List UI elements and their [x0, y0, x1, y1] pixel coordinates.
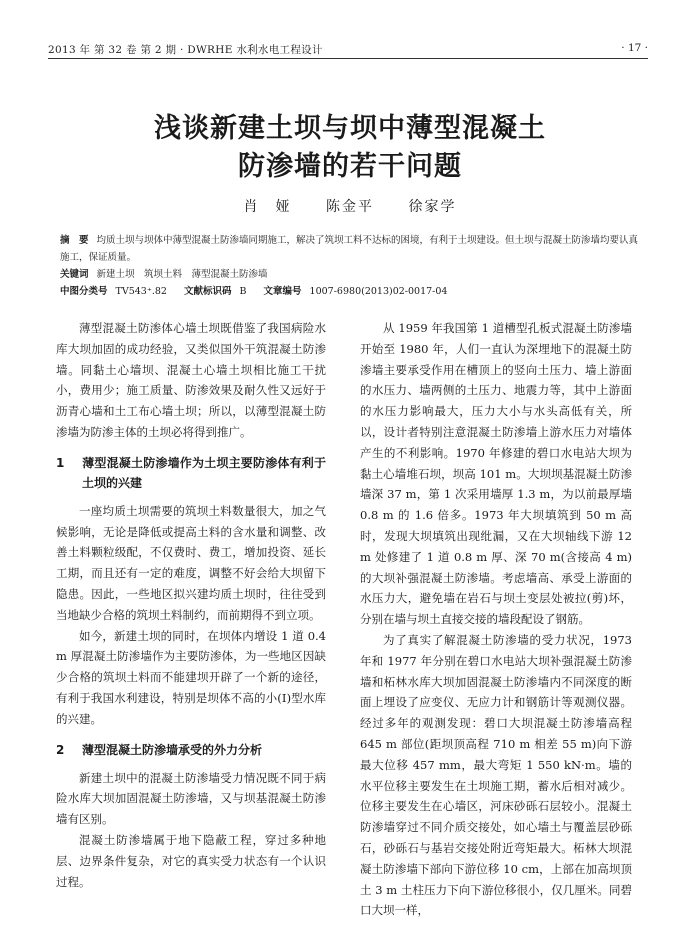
keywords-text: 新建土坝 筑坝土料 薄型混凝土防渗墙 — [96, 269, 268, 280]
title-line-2: 防渗墙的若干问题 — [238, 151, 462, 182]
paragraph: 混凝土防渗墙属于地下隐蔽工程，穿过多种地层、边界条件复杂，对它的真实受力状态有一个认识过程。 — [56, 832, 326, 889]
paragraph: 如今，新建土坝的同时，在坝体内增设 1 道 0.4 m 厚混凝土防渗墙作为主要防渗体，为一些地区因缺少合格的筑坝土料而不能建坝开辟了一个新的途径，有利于我国水利建设，特别是坝体不高的小(Ⅰ)型水库的兴建。 — [56, 628, 326, 726]
abstract — [60, 232, 640, 266]
article-number-value: 1007-6980(2013)02-0017-04 — [309, 286, 448, 297]
doc-code-label: 文献标识码 — [184, 286, 232, 297]
section-1-heading — [56, 453, 326, 493]
left-column — [56, 318, 326, 892]
paragraph: 新建土坝中的混凝土防渗墙受力情况既不同于病险水库大坝加固混凝土防渗墙，又与坝基混凝土防渗墙有区别。 — [56, 770, 326, 827]
article-number-label: 文章编号 — [263, 286, 302, 297]
section-title: 薄型混凝土防渗墙承受的外力分析 — [82, 742, 263, 757]
author: 徐家学 — [408, 199, 457, 215]
section-number: 2 — [56, 742, 65, 757]
section-number: 1 — [56, 455, 65, 470]
clc-label: 中图分类号 — [60, 286, 108, 297]
abstract-text: 均质土坝与坝体中薄型混凝土防渗墙同期施工，解决了筑坝工料不达标的困境，有利于土坝建设。但土坝与混凝土防渗墙均要认真施工，保证质量。 — [60, 235, 639, 263]
paragraph: 为了真实了解混凝土防渗墙的受力状况，1973 年和 1977 年分别在碧口水电站大坝补强混凝土防渗墙和柘林水库大坝加固混凝土防渗墙内不同深度的断面上埋设了应变仪、无应力计和钢筋计等观测仪器。经过多年的观测发现：碧口大坝混凝土防渗墙高程 645 m 部位(距坝顶高程 710 m 相差 55 m)向下游最大位移 457 mm，最大弯矩 1 550 kN·m。墙的水平位移主要发生在土坝施工期，蓄水后相对减少。位移主要发生在心墙区，河床砂砾石层较小。混凝土防渗墙穿过不同介质交接处，如心墙土与覆盖层砂砾石，砂砾石与基岩交接处附近弯矩最大。柘林大坝混凝土防渗墙下部向下游位移 10 cm，上部在加高坝顶土 3 m 土柱压力下向下游位移很小，仅几厘米。同碧口大坝一样， — [360, 632, 632, 918]
title-line-1: 浅谈新建土坝与坝中薄型混凝土 — [154, 113, 546, 144]
keywords-label: 关键词 — [60, 269, 89, 280]
section-2-heading — [56, 740, 326, 760]
article-metadata — [60, 232, 640, 300]
author-list — [0, 196, 700, 216]
right-column — [360, 318, 632, 921]
running-header — [48, 40, 648, 59]
section-title: 薄型混凝土防渗墙作为土坝主要防渗体有利于土坝的兴建 — [82, 455, 326, 490]
page-number: · 17 · — [621, 42, 648, 54]
doc-code-value: B — [239, 286, 247, 297]
classification-row — [60, 283, 640, 300]
author: 肖 娅 — [243, 199, 292, 215]
author: 陈金平 — [326, 199, 374, 215]
journal-info: 2013 年 第 32 卷 第 2 期 · DWRHE 水利水电工程设计 — [48, 44, 323, 56]
clc-value: TV543⁺.82 — [115, 286, 167, 297]
intro-paragraph: 薄型混凝土防渗体心墙土坝既借鉴了我国病险水库大坝加固的成功经验，又类似国外干筑混凝土防渗墙。同黏土心墙坝、混凝土心墙土坝相比施工干扰小，费用少；施工质量、防渗效果及耐久性又远好于沥青心墙和土工布心墙土坝；所以，以薄型混凝土防渗墙为防渗主体的土坝必将得到推广。 — [56, 321, 326, 439]
abstract-label: 摘 要 — [60, 235, 89, 246]
paragraph: 从 1959 年我国第 1 道槽型孔板式混凝土防渗墙开始至 1980 年，人们一直认为深埋地下的混凝土防渗墙主要承受作用在槽顶上的竖向土压力、墙上游面的水压力、墙两侧的土压力、地震力等，其中上游面的水压力影响最大，压力大小与水头高低有关，所以，设计者特别注意混凝土防渗墙上游水压力对墙体产生的不利影响。1970 年修建的碧口水电站大坝为黏土心墙堆石坝，坝高 101 m。大坝坝基混凝土防渗墙深 37 m，第 1 次采用墙厚 1.3 m，为以前最厚墙 0.8 m 的 1.6 倍多。1973 年大坝填筑到 50 m 高时，发现大坝填筑出现纰漏，又在大坝轴线下游 12 m 处修建了 1 道 0.8 m 厚、深 70 m(含接高 4 m)的大坝补强混凝土防渗墙。考虑墙高、承受上游面的水压力大，避免墙在岩石与坝土变层处被拉(剪)坏，分别在墙与坝土直接交接的墙段配设了钢筋。 — [360, 321, 632, 627]
paragraph: 一座均质土坝需要的筑坝土料数量很大，加之气候影响，无论是降低或提高土料的含水量和调整、改善土料颗粒级配，不仅费时、费工，增加投资、延长工期，而且还有一定的难度，调整不好会给大坝留下隐患。因此，一些地区拟兴建均质土坝时，往往受到当地缺少合格的筑坝土料制约，而前期得不到立项。 — [56, 503, 326, 622]
article-title — [0, 110, 700, 186]
keywords — [60, 266, 640, 283]
